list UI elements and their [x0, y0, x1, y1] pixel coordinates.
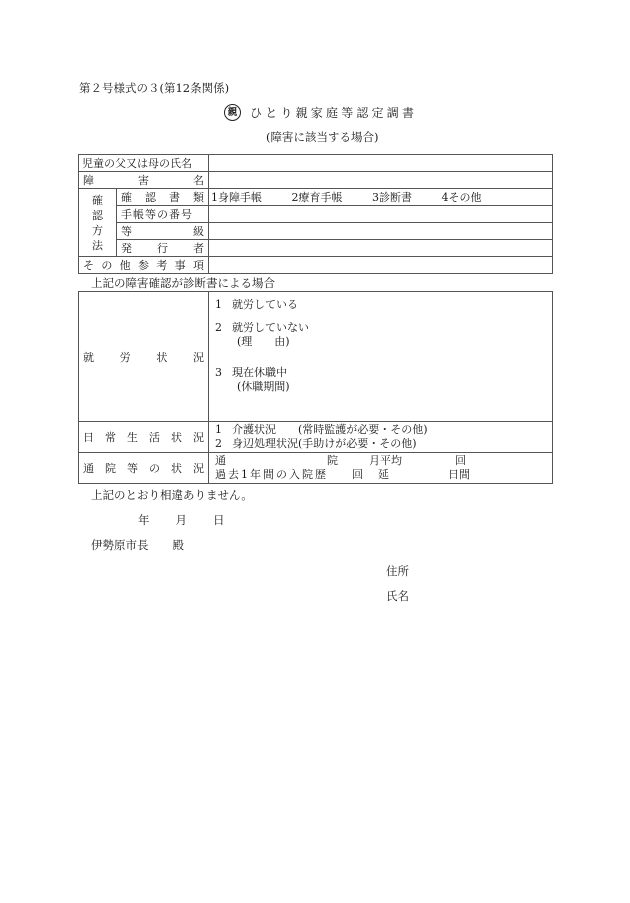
- issuer-row: [79, 240, 553, 257]
- work-option-employed[interactable]: 1 就労している: [215, 298, 298, 311]
- addressee: 伊勢原市長 殿: [91, 538, 184, 552]
- work-option-on-leave[interactable]: 3 現在休職中: [215, 366, 287, 379]
- grade-field[interactable]: [209, 223, 553, 240]
- doc-option-other[interactable]: 4その他: [441, 191, 482, 204]
- disability-name-label: 障 害 名: [79, 172, 209, 189]
- daily-life-options: [209, 422, 553, 453]
- doc-type-row: [79, 189, 553, 206]
- handbook-no-field[interactable]: [209, 206, 553, 223]
- daily-life-row: [79, 422, 553, 453]
- other-ref-field[interactable]: [209, 257, 553, 274]
- issuer-label: 発 行 者: [117, 240, 209, 257]
- status-table: [78, 291, 553, 484]
- handbook-no-label: 手帳等の番号: [117, 206, 209, 223]
- confirmation-statement: 上記のとおり相違ありません。: [91, 488, 253, 502]
- grade-label: 等 級: [117, 223, 209, 240]
- doc-option-rehab-handbook[interactable]: 2療育手帳: [291, 191, 343, 204]
- other-ref-label: そ の 他 参 考 事 項: [79, 257, 209, 274]
- grade-row: [79, 223, 553, 240]
- document-subtitle: (障害に該当する場合): [266, 130, 379, 144]
- daily-life-label: 日 常 生 活 状 況: [79, 422, 209, 453]
- outpatient-line[interactable]: 通 院 月平均 回: [215, 454, 466, 467]
- self-care-status-option[interactable]: 2 身辺処理状況(手助けが必要・その他): [215, 437, 417, 450]
- handbook-no-row: [79, 206, 553, 223]
- identity-table: [78, 154, 553, 274]
- other-ref-row: [79, 257, 553, 274]
- issuer-field[interactable]: [209, 240, 553, 257]
- doc-type-label: 確 認 書 類: [117, 189, 209, 206]
- form-number: 第２号様式の３(第12条関係): [79, 81, 230, 95]
- hospital-visit-row: [79, 453, 553, 484]
- parent-name-row: [79, 155, 553, 172]
- doc-option-medical-certificate[interactable]: 3診断書: [372, 191, 412, 204]
- work-option-unemployed[interactable]: 2 就労していない: [215, 321, 309, 334]
- name-label[interactable]: 氏名: [386, 589, 409, 603]
- hospital-visit-label: 通 院 等 の 状 況: [79, 453, 209, 484]
- work-status-label: 就 労 状 況: [79, 292, 209, 422]
- doc-option-physical-handbook[interactable]: 1身障手帳: [211, 191, 262, 204]
- doc-type-options: [209, 189, 553, 206]
- hospital-visit-fields: [209, 453, 553, 484]
- document-title: [224, 104, 417, 121]
- leave-period-label: (休職期間): [237, 380, 290, 393]
- confirm-method-label: 確 認 方 法: [79, 189, 117, 257]
- circled-parent-icon: 親: [224, 104, 241, 121]
- care-status-option[interactable]: 1 介護状況 (常時監護が必要・その他): [215, 423, 428, 436]
- work-status-options: [209, 292, 553, 422]
- address-label[interactable]: 住所: [386, 564, 409, 578]
- parent-name-field[interactable]: [209, 155, 553, 172]
- inpatient-history-line[interactable]: 過去1年間の入院歴 回 延 日間: [215, 468, 470, 481]
- diagnosis-note: 上記の障害確認が診断書による場合: [91, 276, 275, 290]
- disability-name-field[interactable]: [209, 172, 553, 189]
- parent-name-label: 児童の父又は母の氏名: [79, 155, 209, 172]
- title-text: ひとり親家庭等認定調書: [250, 106, 418, 120]
- disability-name-row: [79, 172, 553, 189]
- unemployed-reason-label: (理 由): [237, 335, 290, 348]
- work-status-row: [79, 292, 553, 422]
- date-line[interactable]: 年 月 日: [138, 513, 225, 527]
